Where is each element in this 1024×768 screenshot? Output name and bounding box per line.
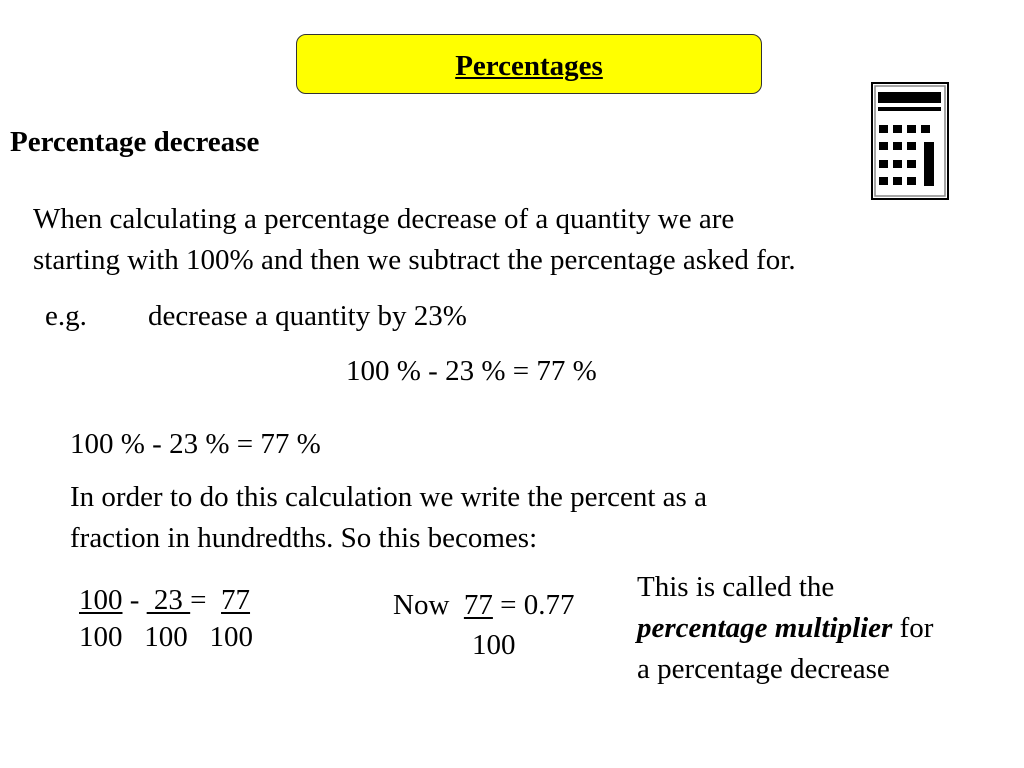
example-label: e.g. — [45, 300, 87, 332]
numerator-77: 77 — [221, 584, 251, 616]
example-text: decrease a quantity by 23% — [148, 300, 467, 332]
note-line-1: This is called the — [637, 571, 835, 603]
minus-sign: - — [122, 584, 147, 616]
slide-title: Percentages — [455, 50, 603, 82]
section-heading: Percentage decrease — [10, 126, 260, 158]
numerator-100: 100 — [79, 584, 123, 616]
intro-line-1: When calculating a percentage decrease of a quantity we are — [33, 203, 735, 235]
now-denominator: 100 — [472, 629, 516, 661]
note-line-3: a percentage decrease — [637, 653, 890, 685]
fraction-numerators — [79, 580, 250, 620]
numerator-23: 23 — [146, 584, 191, 616]
calculator-icon — [871, 82, 949, 200]
fraction-denominators: 100 100 100 — [79, 621, 253, 653]
now-result: = 0.77 — [492, 589, 575, 621]
now-expression — [393, 585, 575, 625]
note-line-2 — [637, 608, 933, 648]
explanation-line-2: fraction in hundredths. So this becomes: — [70, 522, 538, 554]
now-numerator: 77 — [463, 589, 493, 621]
intro-line-2: starting with 100% and then we subtract the percentage asked for. — [33, 244, 796, 276]
title-box — [296, 34, 762, 94]
explanation-line-1: In order to do this calculation we write the percent as a — [70, 481, 707, 513]
equation-centered: 100 % - 23 % = 77 % — [346, 355, 597, 387]
note-for: for — [892, 612, 934, 644]
equals-sign: = — [190, 584, 222, 616]
equation-left: 100 % - 23 % = 77 % — [70, 428, 321, 460]
now-word: Now — [393, 589, 464, 621]
percentage-multiplier-term: percentage multiplier — [637, 612, 893, 644]
